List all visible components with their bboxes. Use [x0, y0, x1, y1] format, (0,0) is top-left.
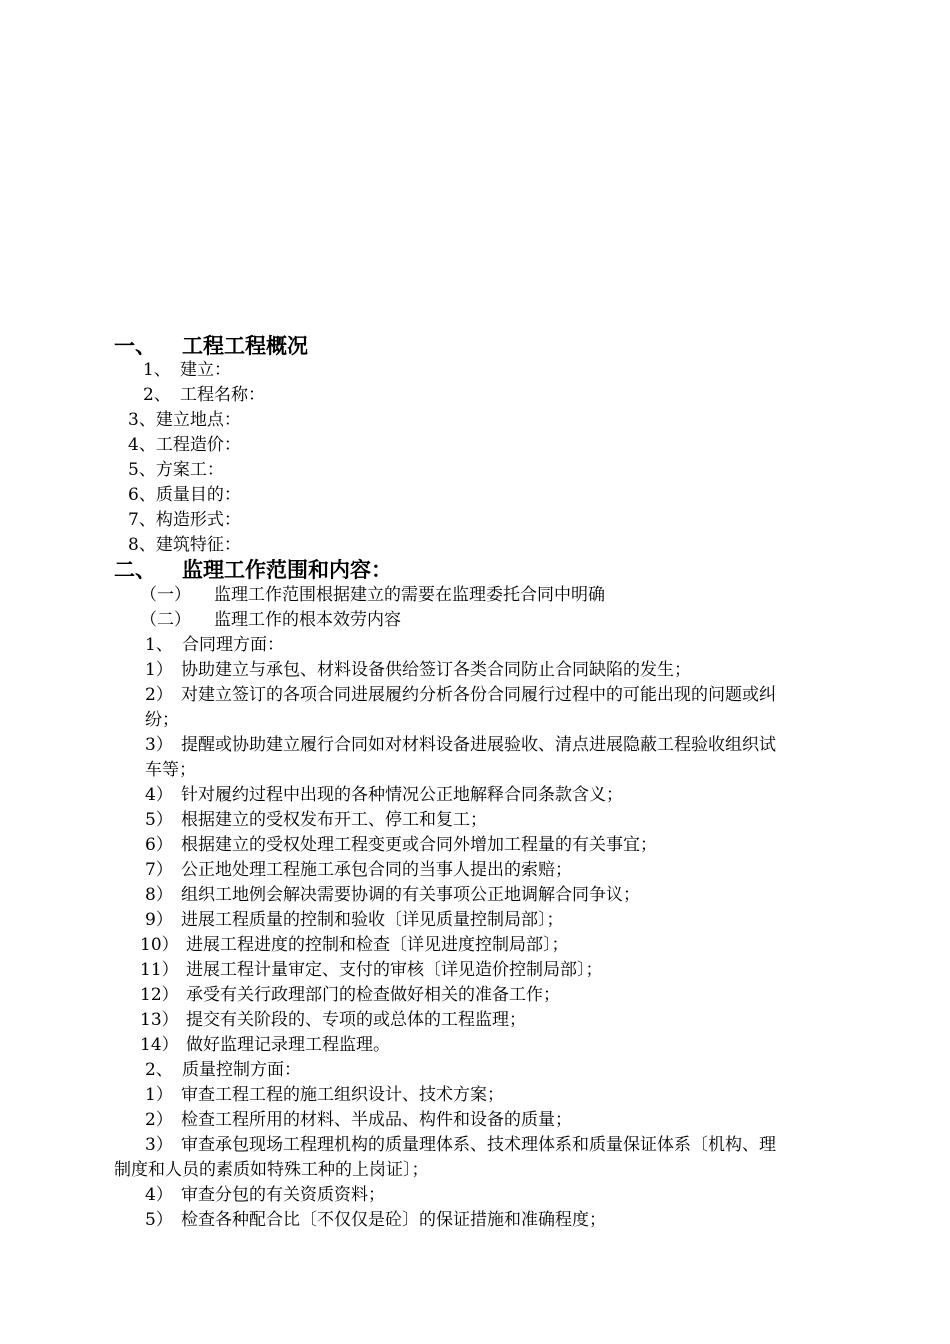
- list-item: [140, 984, 560, 1006]
- list-item: [145, 809, 487, 831]
- item-number: 2、: [145, 1060, 173, 1080]
- list-item: [145, 884, 640, 906]
- list-item: [145, 659, 691, 681]
- item-text: 监理工作范围根据建立的需要在监理委托合同中明确: [214, 585, 605, 605]
- item-text: 工程名称：: [180, 385, 265, 405]
- item-text: 进展工程质量的控制和验收〔详见质量控制局部〕；: [181, 910, 564, 930]
- item-number: 3）: [145, 735, 173, 755]
- item-text: 进展工程进度的控制和检查〔详见进度控制局部〕；: [186, 935, 569, 955]
- list-item: [140, 1009, 526, 1031]
- item-text: 组织工地例会解决需要协调的有关事项公正地调解合同争议；: [181, 885, 640, 905]
- item-number: 2、: [143, 385, 171, 405]
- list-item: [128, 459, 224, 481]
- item-number: 4）: [145, 1185, 173, 1205]
- list-item: [145, 834, 657, 856]
- item-number: 11）: [140, 960, 179, 980]
- list-item: [140, 934, 569, 956]
- item-continuation: 纷；: [145, 710, 179, 730]
- item-text: 进展工程计量审定、支付的审核〔详见造价控制局部〕；: [186, 960, 603, 980]
- item-text: 合同理方面：: [182, 635, 284, 655]
- item-continuation: 制度和人员的素质如特殊工种的上岗证〕；: [114, 1160, 429, 1180]
- subsection-heading: [145, 634, 284, 656]
- list-item: [128, 409, 241, 431]
- list-item: [128, 509, 241, 531]
- item-text: 针对履约过程中出现的各种情况公正地解释合同条款含义；: [181, 785, 623, 805]
- item-number: 7）: [145, 860, 173, 880]
- item-text: 建立：: [180, 360, 231, 380]
- list-item: [140, 1034, 390, 1056]
- item-number: 2）: [145, 1110, 173, 1130]
- item-text: 做好监理记录理工程监理。: [186, 1035, 390, 1055]
- item-text: 方案工：: [155, 460, 224, 480]
- item-text: 承受有关行政理部门的检查做好相关的准备工作；: [186, 985, 560, 1005]
- item-number: 4、: [128, 435, 156, 455]
- item-number: 5）: [145, 810, 173, 830]
- item-number: 7、: [128, 510, 156, 530]
- item-number: 9）: [145, 910, 173, 930]
- list-item: [145, 909, 564, 931]
- list-item: [145, 684, 776, 706]
- list-item: [128, 484, 241, 506]
- item-number: 6、: [128, 485, 156, 505]
- item-number: 13）: [140, 1010, 179, 1030]
- list-item: [145, 1209, 606, 1231]
- list-item: [145, 784, 623, 806]
- item-text: 提醒或协助建立履行合同如对材料设备进展验收、清点进展隐蔽工程验收组织试: [181, 735, 776, 755]
- subsection-heading: [145, 1059, 301, 1081]
- item-text: 监理工作的根本效劳内容: [214, 610, 401, 630]
- item-number: （一）: [140, 585, 191, 605]
- section-title: 工程工程概况: [182, 333, 308, 358]
- section-heading-1: [114, 333, 308, 359]
- item-number: （二）: [140, 610, 191, 630]
- item-text: 工程造价：: [155, 435, 241, 455]
- item-text: 建立地点：: [155, 410, 241, 430]
- list-item: [128, 434, 241, 456]
- list-item: [140, 584, 605, 606]
- list-item: [145, 734, 776, 756]
- list-item: [140, 959, 603, 981]
- item-text: 质量目的：: [155, 485, 241, 505]
- list-item: [145, 859, 572, 881]
- item-text: 审查分包的有关资质资料；: [181, 1185, 385, 1205]
- item-text: 质量控制方面：: [182, 1060, 301, 1080]
- item-number: 8、: [128, 535, 156, 555]
- item-number: 12）: [140, 985, 179, 1005]
- item-text: 审查承包现场工程理机构的质量理体系、技术理体系和质量保证体系〔机构、理: [181, 1135, 776, 1155]
- item-text: 公正地处理工程施工承包合同的当事人提出的索赔；: [181, 860, 572, 880]
- item-number: 2）: [145, 685, 173, 705]
- list-item: [128, 534, 241, 556]
- item-text: 检查工程所用的材料、半成品、构件和设备的质量；: [181, 1110, 572, 1130]
- item-text: 根据建立的受权发布开工、停工和复工；: [181, 810, 487, 830]
- item-number: 5、: [128, 460, 156, 480]
- item-number: 1）: [145, 1085, 173, 1105]
- item-number: 4）: [145, 785, 173, 805]
- item-number: 3）: [145, 1135, 173, 1155]
- item-number: 1、: [145, 635, 173, 655]
- list-item: [145, 1134, 776, 1156]
- item-continuation: 车等；: [145, 760, 196, 780]
- list-item: [140, 609, 401, 631]
- section-number: 一、: [114, 333, 156, 358]
- item-number: 5）: [145, 1210, 173, 1230]
- list-item: [143, 359, 231, 381]
- item-number: 8）: [145, 885, 173, 905]
- item-text: 审查工程工程的施工组织设计、技术方案；: [181, 1085, 504, 1105]
- item-text: 根据建立的受权处理工程变更或合同外增加工程量的有关事宜；: [181, 835, 657, 855]
- item-text: 提交有关阶段的、专项的或总体的工程监理；: [186, 1010, 526, 1030]
- item-text: 建筑特征：: [155, 535, 241, 555]
- section-heading-2: [114, 557, 392, 583]
- item-text: 对建立签订的各项合同进展履约分析各份合同履行过程中的可能出现的问题或纠: [181, 685, 776, 705]
- section-title: 监理工作范围和内容：: [182, 557, 392, 582]
- list-item: [143, 384, 265, 406]
- item-text: 检查各种配合比〔不仅仅是砼〕的保证措施和准确程度；: [181, 1210, 606, 1230]
- item-number: 1）: [145, 660, 173, 680]
- item-number: 10）: [140, 935, 179, 955]
- section-number: 二、: [114, 557, 156, 582]
- list-item: [145, 1084, 504, 1106]
- list-item: [145, 1109, 572, 1131]
- item-number: 14）: [140, 1035, 179, 1055]
- item-number: 3、: [128, 410, 156, 430]
- item-text: 构造形式：: [155, 510, 241, 530]
- item-text: 协助建立与承包、材料设备供给签订各类合同防止合同缺陷的发生；: [181, 660, 691, 680]
- list-item: [145, 1184, 385, 1206]
- item-number: 6）: [145, 835, 173, 855]
- item-number: 1、: [143, 360, 171, 380]
